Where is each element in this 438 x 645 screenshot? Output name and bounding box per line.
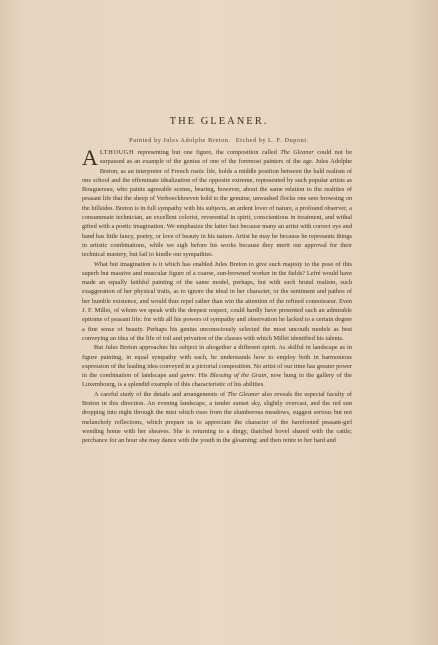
italic-title: The Gleaner (227, 390, 260, 398)
paragraph-text: , now hung in the gallery of the Luxembourg, is a splendid example of this characteristic of his abilities. (82, 372, 352, 389)
italic-title: Blessing of the Grain (209, 372, 267, 380)
italic-term: genre (180, 372, 195, 380)
paragraph-text: representing but one figure, the composition called (134, 149, 281, 156)
byline (0, 137, 438, 144)
paragraph-text: . His (194, 372, 210, 380)
etcher-name: L. F. Dupont. (267, 137, 309, 144)
first-word: LTHOUGH (99, 149, 135, 156)
paragraph-text: could not be surpassed as an example of the genius of one of the foremost painters of the age. Jules Adolphe Breton, as an interpreter of French rustic life, holds a middle position between the bald realism of one school and the effeminate idealization of the opposite extreme, represented by such popular artists as Bouguereau, who paints agreeable scenes, bearing, however, about the same relation to the realities of peasant life that the sheep of Verboeckhoeven hold to the genuine, unwashed flocks one sees browsing on the hillsides. Breton is in full sympathy with his subjects, an ardent lover of nature, a profound observer, a consummate technician, an excellent colorist, reverential in spirit, conscientious in treatment, and withal gifted with a poetic imagination. We emphasize the latter fact because many an artist with correct eye and hand has little fancy, poetry, or love of beauty in his nature. Artist he may be because he represents things in artistic combinations, while we sigh before his works because they merit our approval for their technical mastery, but fail to kindle our sympathies. (82, 149, 353, 259)
paragraph-text: What but imagination is it which has enabled Jules Breton to give such majesty to the pose of this superb but massive and muscular figure of a coarse, sun-browned worker in the fields? Lefré would have made an equally faithful painting of the same model, perhaps, but with such brutal realism, such exaggeration of her physical traits, as to ignore the ideal in her character, or the sentiment and pathos of her humble existence, and would thus repel rather than win the attention of the refined connoisseur. Even J. F. Millet, of whom we speak with the deepest respect, could hardly have presented such an admirable epitome of peasant life: for with all his powers of sympathy and observation he lacked to a certain degree a fine sense of beauty. Perhaps his genius unconsciously selected the most uncouth models as best conveying an idea of the life of toil and privation of the classes with which Millet identified his talents. (82, 260, 352, 342)
drop-cap: A (82, 145, 98, 170)
paragraph-text: A careful study of the details and arrangements of (94, 390, 228, 398)
painted-label: Painted by (129, 137, 162, 144)
paragraph-4 (82, 390, 352, 446)
paragraph-text: also reveals the especial faculty of Breton in this direction. An evening landscape, a tender sunset sky, slightly overcast, and the red sun dropping into night through the mist which rises from the slumberous meadows, suggest serious but not melancholy reflections, which prepare us to appreciate the character of the barefooted peasant-girl wending home with her sheaves. She is returning to a dingy, thatched hovel shared with the cattle; perchance for an hour she may dance with the youth in the gloaming; and then retire to her hard and (82, 390, 352, 445)
page-title: THE GLEANER. (169, 116, 269, 127)
paragraph-2 (82, 260, 352, 344)
article-body (82, 145, 353, 446)
paragraph-text: But Jules Breton approaches his subject in altogether a different spirit. As skilful in landscape as in figure painting, in equal sympathy with each, he understands how to employ both in harmonious expression of the leading idea conveyed in a pictorial composition. No artist of our time has greater power in the combination of landscape and (82, 344, 352, 380)
etched-label: Etched by (235, 137, 267, 144)
paragraph-1 (82, 145, 353, 260)
paragraph-3 (82, 343, 352, 389)
painter-name: Jules Adolphe Breton. (163, 137, 231, 144)
italic-title: The Gleaner (280, 149, 314, 156)
